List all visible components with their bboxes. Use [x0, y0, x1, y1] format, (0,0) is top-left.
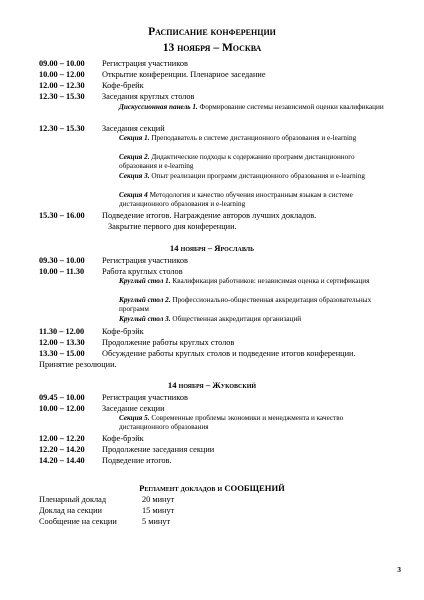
regulation-name: Пленарный доклад	[39, 495, 107, 504]
time: 10.00 – 11.30	[39, 267, 85, 276]
section-text: Преподаватель в системе дистанционного образования и e-learning	[149, 134, 357, 142]
round-table-text: Профессионально-общественная аккредитация образовательных программ	[119, 296, 372, 313]
section-label: Секция 5.	[119, 414, 150, 422]
time: 12.30 – 15.30	[39, 92, 85, 101]
day1-heading: 13 ноября – Москва	[162, 42, 262, 54]
section-label: Секция 2.	[119, 153, 150, 161]
description: Кофе-брэйк	[102, 434, 144, 443]
section-item	[119, 191, 394, 209]
schedule-row	[39, 456, 399, 466]
schedule-row	[39, 338, 399, 348]
description: Продолжение работы круглых столов	[102, 338, 235, 347]
round-table-text: Общественная аккредитация организаций	[170, 315, 302, 323]
regulation-name: Сообщение на секции	[39, 517, 117, 526]
description: Работа круглых столов	[102, 267, 183, 276]
schedule-row	[39, 92, 399, 102]
schedule-row	[39, 445, 399, 455]
schedule-row	[39, 267, 399, 277]
description: Регистрация участников	[102, 393, 188, 402]
resolution-note: Принятие резолюции.	[39, 360, 117, 369]
schedule-row	[39, 59, 399, 69]
section-item	[119, 414, 394, 432]
schedule-row	[39, 256, 399, 266]
section-text: Дидактические подходы к содержанию программ дистанционного образования и e-learning	[119, 153, 355, 170]
page-title: Расписание конференции	[148, 26, 276, 38]
description: Продолжение заседания секции	[102, 445, 215, 454]
description: Заседания круглых столов	[102, 92, 195, 101]
description: Подведение итогов.	[102, 456, 172, 465]
regulation-value: 5 минут	[142, 517, 171, 526]
section-label: Секция 4	[119, 191, 148, 199]
schedule-row	[39, 124, 399, 134]
section-text: Методология и качество обучения иностранным языкам в системе дистанционного образования и e-learning	[119, 191, 353, 208]
time: 11.30 – 12.00	[39, 327, 85, 336]
regulation-name: Доклад на секции	[39, 506, 102, 515]
time: 12.30 – 15.30	[39, 124, 85, 133]
round-table-label: Круглый стол 2.	[119, 296, 171, 304]
time: 10.00 – 12.00	[39, 70, 85, 79]
section-item	[119, 153, 394, 171]
description: Регистрация участников	[102, 59, 188, 68]
panel-text: Формирование системы независимой оценки квалификации	[197, 103, 384, 111]
time: 12.00 – 13.30	[39, 338, 85, 347]
round-table-item	[119, 315, 394, 324]
schedule-row	[39, 327, 399, 337]
round-table-item	[119, 277, 394, 286]
time: 09.30 – 10.00	[39, 256, 85, 265]
description: Обсуждение работы круглых столов и подведение итогов конференции.	[102, 349, 356, 358]
round-table-label: Круглый стол 1.	[119, 277, 171, 285]
schedule-row	[39, 404, 399, 414]
section-item	[119, 172, 394, 181]
panel-label: Дискуссионная панель 1.	[119, 103, 198, 111]
round-table-label: Круглый стол 3.	[119, 315, 171, 323]
description: Открытие конференции. Пленарное заседание	[102, 70, 266, 79]
schedule-row	[39, 434, 399, 444]
time: 13.30 – 15.00	[39, 349, 85, 358]
description: Заседания секций	[102, 124, 165, 133]
section-item	[119, 134, 394, 143]
schedule-row	[39, 349, 399, 359]
day2-heading: 14 ноября – Ярославль	[169, 243, 255, 253]
time: 12.20 – 14.20	[39, 445, 85, 454]
description: Заседание секции	[102, 404, 165, 413]
description: Подведение итогов. Награждение авторов лучших докладов.	[102, 211, 317, 220]
panel-item	[119, 103, 394, 112]
closing-note: Закрытие первого дня конференции.	[108, 222, 237, 231]
round-table-text: Квалификация работников: независимая оценка и сертификация	[170, 277, 370, 285]
schedule-row	[39, 70, 399, 80]
description: Кофе-брэйк	[102, 327, 144, 336]
time: 14.20 – 14.40	[39, 456, 85, 465]
page-number: 3	[397, 565, 401, 574]
day3-heading: 14 ноября – Жуковский	[167, 380, 257, 390]
regulations-heading: Регламент докладов и СООБЩЕНИЙ	[139, 483, 285, 493]
regulation-value: 15 минут	[142, 506, 175, 515]
time: 09.00 – 10.00	[39, 59, 85, 68]
round-table-item	[119, 296, 394, 314]
time: 10.00 – 12.00	[39, 404, 85, 413]
regulation-value: 20 минут	[142, 495, 175, 504]
description: Регистрация участников	[102, 256, 188, 265]
description: Кофе-брейк	[102, 81, 144, 90]
schedule-row	[39, 393, 399, 403]
time: 12.00 – 12.20	[39, 434, 85, 443]
time: 09.45 – 10.00	[39, 393, 85, 402]
section-text: Современные проблемы экономики и менеджмента и качество дистанционного образования	[119, 414, 344, 431]
section-label: Секция 3.	[119, 172, 150, 180]
time: 15.30 – 16.00	[39, 211, 85, 220]
time: 12.00 – 12.30	[39, 81, 85, 90]
schedule-row	[39, 81, 399, 91]
section-text: Опыт реализации программ дистанционного образования и e-learning	[149, 172, 365, 180]
section-label: Секция 1.	[119, 134, 150, 142]
schedule-row	[39, 211, 399, 221]
